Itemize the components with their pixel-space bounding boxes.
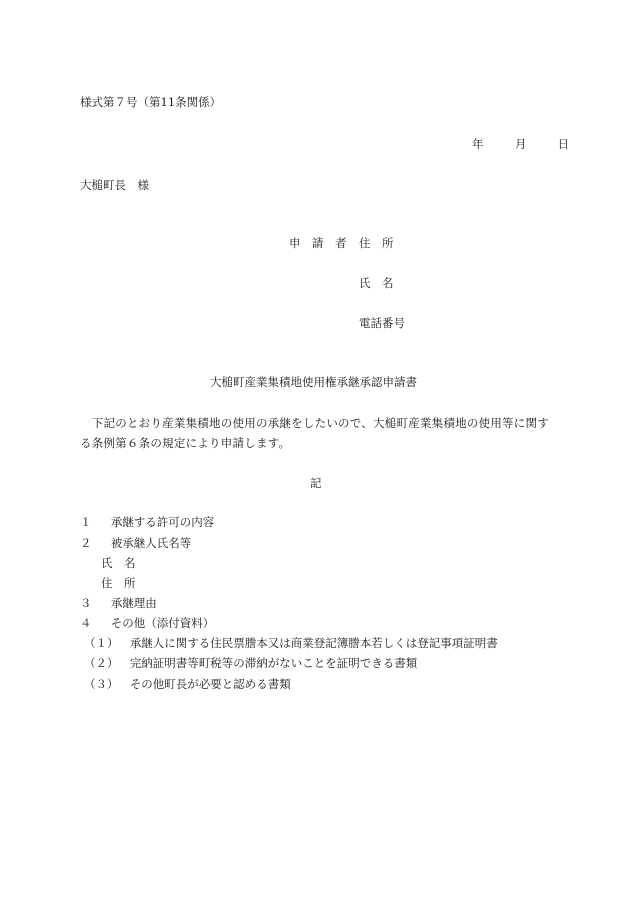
attachment-text: 完納証明書等町税等の滞納がないことを証明できる書類 [129,656,418,670]
attachment-item [84,679,291,691]
item-text: 承継する許可の内容 [110,515,215,529]
attachment-number: （３） [84,677,119,691]
sub-item-address: 住 所 [101,576,136,590]
list-item [80,618,214,630]
date-day: 日 [557,137,570,151]
form-number: 様式第７号（第11条関係） [80,95,222,109]
body-line-1: 下記のとおり産業集積地の使用の承継をしたいので、大槌町産業集積地の使用等に関す [80,416,549,430]
date-line [472,139,569,151]
applicant-address-label: 住 所 [359,236,394,250]
attachment-item [84,658,417,670]
item-number: ２ [80,536,92,550]
date-year: 年 [472,137,484,151]
item-number: １ [80,515,92,529]
body-line-2: る条例第６条の規定により申請します。 [80,436,291,450]
applicant-label: 申 請 者 [289,236,347,250]
date-month: 月 [514,137,527,151]
list-item [80,517,214,529]
attachment-number: （１） [84,636,119,650]
applicant-phone-label: 電話番号 [359,316,405,330]
item-text: その他（添付資料） [110,616,215,630]
list-item [80,538,191,550]
document-title: 大槌町産業集積地使用権承継承認申請書 [210,375,417,389]
attachment-number: （２） [84,656,119,670]
addressee: 大槌町長 様 [80,178,149,192]
attachment-text: 承継人に関する住民票謄本又は商業登記簿謄本若しくは登記事項証明書 [129,636,498,650]
applicant-name-label: 氏 名 [359,276,394,290]
item-text: 被承継人氏名等 [110,536,192,550]
item-number: ３ [80,596,92,610]
ki-heading: 記 [310,476,322,490]
list-item [80,598,157,610]
attachment-text: その他町長が必要と認める書類 [129,677,291,691]
item-number: ４ [80,616,92,630]
item-text: 承継理由 [110,596,157,610]
sub-item-name: 氏 名 [101,556,136,570]
attachment-item [84,638,498,650]
